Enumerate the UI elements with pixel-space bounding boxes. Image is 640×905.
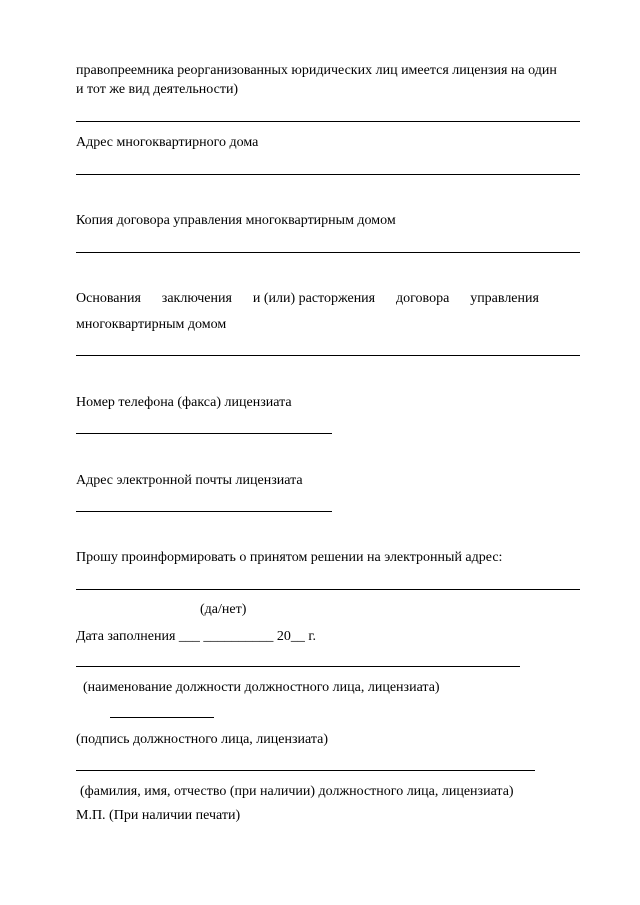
grounds-word: договора xyxy=(396,291,450,306)
signature-input-line[interactable] xyxy=(110,717,214,718)
name-input-line[interactable] xyxy=(76,770,535,771)
intro-input-line[interactable] xyxy=(76,121,580,122)
grounds-word: заключения xyxy=(161,291,232,306)
address-label: Адрес многоквартирного дома xyxy=(76,135,259,150)
intro-line-1: правопреемника реорганизованных юридических лиц имеется лицензия на один xyxy=(76,63,557,78)
contract-copy-label: Копия договора управления многоквартирным домом xyxy=(76,213,396,228)
position-caption: (наименование должности должностного лица, лицензиата) xyxy=(83,680,440,695)
grounds-word: и (или) расторжения xyxy=(252,291,376,306)
email-label: Адрес электронной почты лицензиата xyxy=(76,473,303,488)
grounds-label-line-1 xyxy=(76,289,539,309)
email-input-line[interactable] xyxy=(76,511,332,512)
address-input-line[interactable] xyxy=(76,174,580,175)
name-caption: (фамилия, имя, отчество (при наличии) должностного лица, лицензиата) xyxy=(80,784,514,799)
grounds-word: управления xyxy=(470,291,539,306)
yes-no-caption: (да/нет) xyxy=(200,602,247,617)
signature-caption: (подпись должностного лица, лицензиата) xyxy=(76,732,329,747)
phone-input-line[interactable] xyxy=(76,433,332,434)
phone-label: Номер телефона (факса) лицензиата xyxy=(76,395,292,410)
fill-date[interactable]: Дата заполнения ___ __________ 20__ г. xyxy=(76,629,317,644)
intro-line-2: и тот же вид деятельности) xyxy=(76,82,239,97)
notify-label: Прошу проинформировать о принятом решении на электронный адрес: xyxy=(76,550,503,565)
grounds-label-line-2: многоквартирным домом xyxy=(76,317,227,332)
seal-note: М.П. (При наличии печати) xyxy=(76,808,241,823)
notify-input-line[interactable] xyxy=(76,589,580,590)
contract-copy-input-line[interactable] xyxy=(76,252,580,253)
grounds-word: Основания xyxy=(76,291,141,306)
grounds-input-line[interactable] xyxy=(76,355,580,356)
position-input-line[interactable] xyxy=(76,666,520,667)
